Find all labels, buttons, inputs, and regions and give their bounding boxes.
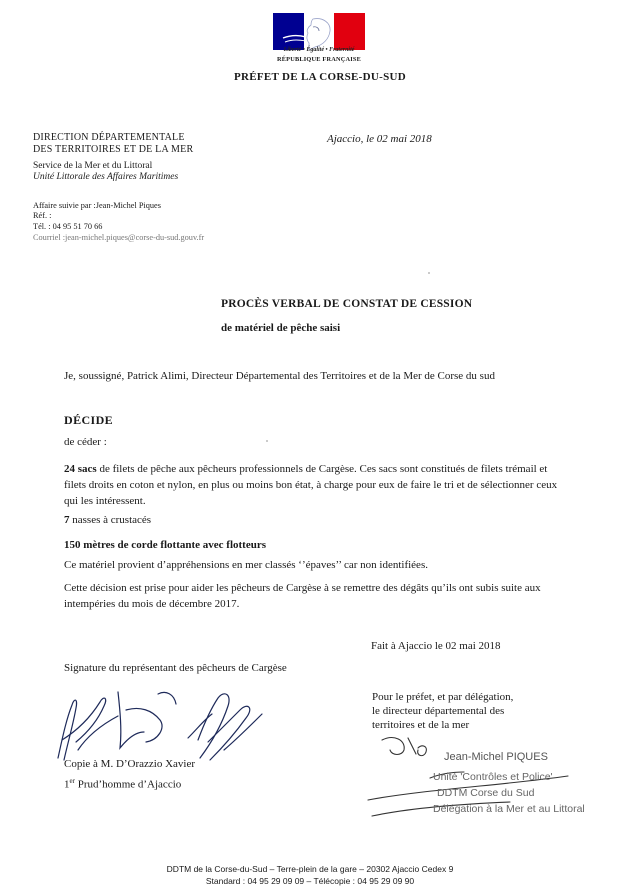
prefet-line1: Pour le préfet, et par délégation, — [372, 691, 514, 703]
signature-representant-label: Signature du représentant des pêcheurs de Cargèse — [64, 662, 287, 674]
prefet-line2: le directeur départemental des — [372, 705, 505, 717]
service-name: Service de la Mer et du Littoral — [33, 161, 153, 171]
stamp-unit: Unité 'Contrôles et Police' — [433, 771, 553, 783]
nasses-count: 7 — [64, 514, 70, 526]
sacs-paragraph — [64, 461, 564, 509]
corde-line — [64, 537, 266, 553]
nasses-description: nasses à crustacés — [69, 514, 152, 526]
nasses-line — [64, 512, 151, 528]
footer-phone: Standard : 04 95 29 09 09 – Télécopie : 04 95 29 09 90 — [205, 876, 415, 886]
prefet-title: PRÉFET DE LA CORSE-DU-SUD — [233, 71, 407, 83]
sacs-count: 24 sacs — [64, 463, 97, 475]
footer-address: DDTM de la Corse-du-Sud – Terre-plein de la gare – 20302 Ajaccio Cedex 9 — [166, 864, 454, 874]
telephone: Tél. : 04 95 51 70 66 — [33, 222, 103, 231]
decide-heading: DÉCIDE — [64, 413, 114, 427]
direction-line2: DES TERRITOIRES ET DE LA MER — [33, 144, 194, 155]
corde-count: 150 — [64, 539, 81, 551]
corde-description: mètres de corde flottante avec flotteurs — [80, 539, 267, 551]
soussigne-paragraph: Je, soussigné, Patrick Alimi, Directeur Départemental des Territoires et de la Mer de Corse du sud — [64, 370, 495, 382]
courriel: Courriel :jean-michel.piques@corse-du-sud.gouv.fr — [33, 233, 205, 242]
stamp-name: Jean-Michel PIQUES — [444, 751, 548, 763]
motto: Liberté • Égalité • Fraternité — [283, 47, 355, 53]
prudhomme-title: Prud’homme d’Ajaccio — [74, 778, 182, 791]
document-title: PROCÈS VERBAL DE CONSTAT DE CESSION — [221, 298, 473, 310]
ceder-line: de céder : — [64, 436, 107, 448]
date-top: Ajaccio, le 02 mai 2018 — [327, 133, 432, 145]
prefet-delegation-block — [372, 690, 572, 732]
provient-paragraph: Ce matériel provient d’appréhensions en mer classés ‘’épaves’’ car non identifiées. — [64, 559, 428, 571]
prudhomme-number: 1 — [64, 778, 70, 791]
prudhomme-suffix: er — [69, 777, 75, 785]
document-subtitle: de matériel de pêche saisi — [221, 322, 341, 334]
stamp-ddtm: DDTM Corse du Sud — [437, 787, 535, 799]
direction-line1: DIRECTION DÉPARTEMENTALE — [33, 132, 185, 143]
unite-name: Unité Littorale des Affaires Maritimes — [33, 172, 179, 182]
scan-speck — [428, 272, 430, 274]
fait-a-date: Fait à Ajaccio le 02 mai 2018 — [371, 640, 501, 652]
marianne-logo — [273, 13, 365, 50]
affaire-suivie: Affaire suivie par :Jean-Michel Piques — [33, 201, 161, 210]
republique-francaise: RÉPUBLIQUE FRANÇAISE — [277, 56, 361, 63]
prudhomme-line — [64, 777, 181, 791]
copie-line: Copie à M. D’Orazzio Xavier — [64, 758, 196, 770]
reference: Réf. : — [33, 211, 52, 220]
scan-speck — [266, 440, 268, 442]
decision-paragraph: Cette décision est prise pour aider les pêcheurs de Cargèse à se remettre des dégâts qu’ils ont subis suite aux intempéries du mois de décembre 2017. — [64, 582, 541, 610]
sacs-description: de filets de pêche aux pêcheurs professionnels de Cargèse. Ces sacs sont constitués de filets trémail et filets droits en coton et nylon, en plus ou moins bon état, à charge pour eux de faire le tri et de sélectionner ceux qui les intéressent. — [64, 463, 558, 507]
stamp-delegation: Délégation à la Mer et au Littoral — [433, 803, 585, 815]
prefet-line3: territoires et de la mer — [372, 719, 470, 731]
